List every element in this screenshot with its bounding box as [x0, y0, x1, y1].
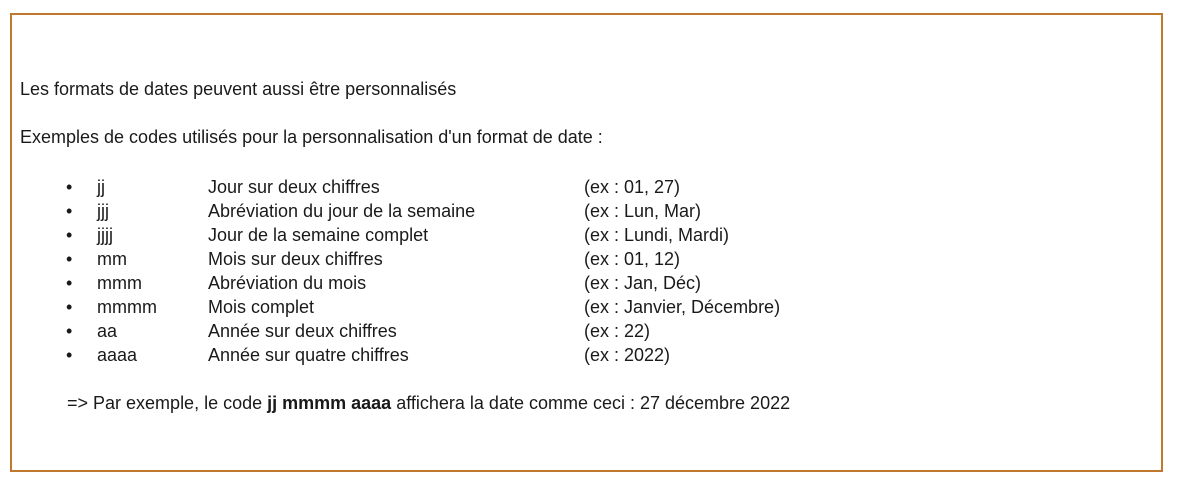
- format-example: (ex : 22): [584, 321, 651, 341]
- format-example: (ex : Janvier, Décembre): [584, 297, 781, 317]
- format-code: jjj: [97, 201, 109, 221]
- example-prefix: => Par exemple, le code: [67, 393, 268, 413]
- format-code: aa: [97, 321, 118, 341]
- format-code: mm: [97, 249, 127, 269]
- format-code: mmmm: [97, 297, 157, 317]
- format-description: Année sur deux chiffres: [208, 321, 397, 341]
- bullet-icon: •: [66, 297, 73, 317]
- bullet-icon: •: [66, 345, 73, 365]
- format-description: Abréviation du jour de la semaine: [208, 201, 476, 221]
- format-code: jjjj: [97, 225, 113, 245]
- codes-heading: Exemples de codes utilisés pour la personnalisation d'un format de date :: [20, 127, 603, 147]
- bullet-icon: •: [66, 201, 73, 221]
- format-description: Jour de la semaine complet: [208, 225, 429, 245]
- example-sentence: [67, 392, 790, 414]
- intro-text: Les formats de dates peuvent aussi être personnalisés: [20, 79, 457, 99]
- format-description: Mois sur deux chiffres: [208, 249, 383, 269]
- example-suffix: affichera la date comme ceci : 27 décembre 2022: [391, 393, 791, 413]
- format-code: aaaa: [97, 345, 138, 365]
- format-example: (ex : Jan, Déc): [584, 273, 702, 293]
- format-code: jj: [97, 177, 105, 197]
- format-description: Jour sur deux chiffres: [208, 177, 380, 197]
- content-frame: [10, 13, 1163, 472]
- bullet-icon: •: [66, 177, 73, 197]
- bullet-icon: •: [66, 273, 73, 293]
- format-example: (ex : 01, 12): [584, 249, 681, 269]
- format-description: Mois complet: [208, 297, 315, 317]
- format-example: (ex : 01, 27): [584, 177, 681, 197]
- format-example: (ex : Lun, Mar): [584, 201, 702, 221]
- format-example: (ex : 2022): [584, 345, 671, 365]
- bullet-icon: •: [66, 225, 73, 245]
- example-code: jj mmmm aaaa: [267, 393, 392, 413]
- format-code: mmm: [97, 273, 142, 293]
- format-description: Abréviation du mois: [208, 273, 367, 293]
- format-example: (ex : Lundi, Mardi): [584, 225, 730, 245]
- format-description: Année sur quatre chiffres: [208, 345, 409, 365]
- bullet-icon: •: [66, 321, 73, 341]
- bullet-icon: •: [66, 249, 73, 269]
